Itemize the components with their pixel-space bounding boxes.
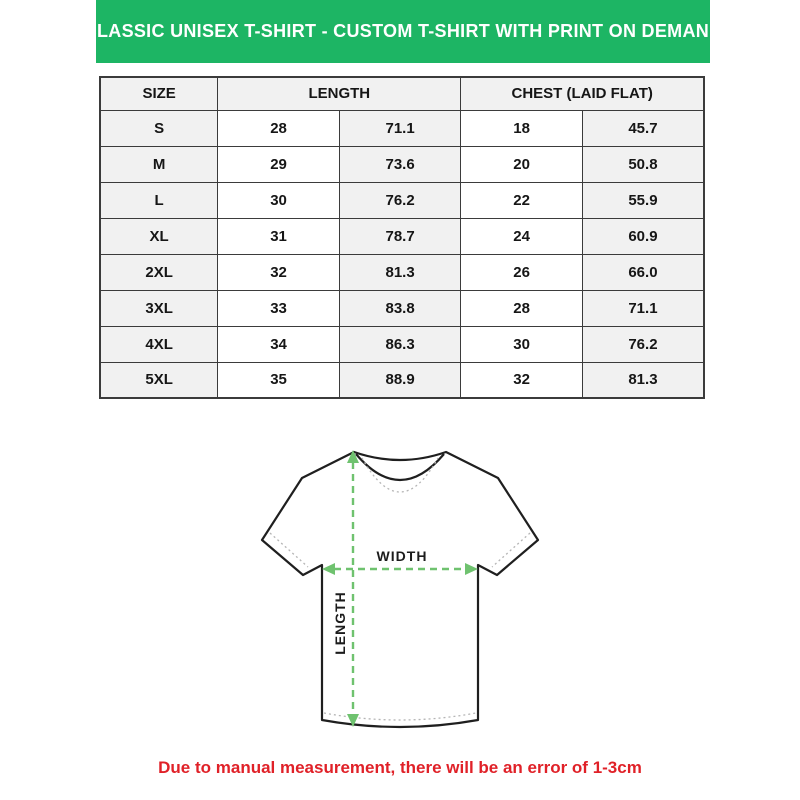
size-chart-table xyxy=(99,76,705,399)
chest-in-value: 30 xyxy=(461,326,583,362)
size-label: 4XL xyxy=(100,326,218,362)
chest-in-value: 18 xyxy=(461,110,583,146)
chest-cm-value: 45.7 xyxy=(582,110,704,146)
length-in-value: 30 xyxy=(218,182,340,218)
length-in-value: 28 xyxy=(218,110,340,146)
length-in-value: 31 xyxy=(218,218,340,254)
chest-in-value: 26 xyxy=(461,254,583,290)
width-label: WIDTH xyxy=(376,548,428,564)
table-row-3xl xyxy=(100,290,704,326)
chest-cm-value: 55.9 xyxy=(582,182,704,218)
chest-in-value: 24 xyxy=(461,218,583,254)
table-row-m xyxy=(100,146,704,182)
measurement-disclaimer xyxy=(0,758,800,778)
size-label: M xyxy=(100,146,218,182)
chest-in-value: 28 xyxy=(461,290,583,326)
chest-cm-value: 81.3 xyxy=(582,362,704,398)
size-label: 2XL xyxy=(100,254,218,290)
tshirt-svg xyxy=(240,430,560,750)
length-label: LENGTH xyxy=(332,591,348,655)
length-cm-value: 76.2 xyxy=(339,182,461,218)
chest-cm-value: 66.0 xyxy=(582,254,704,290)
length-in-value: 33 xyxy=(218,290,340,326)
length-cm-value: 83.8 xyxy=(339,290,461,326)
table-row-4xl xyxy=(100,326,704,362)
chest-in-value: 32 xyxy=(461,362,583,398)
chest-cm-value: 50.8 xyxy=(582,146,704,182)
length-in-value: 35 xyxy=(218,362,340,398)
size-label: XL xyxy=(100,218,218,254)
size-label: S xyxy=(100,110,218,146)
table-row-2xl xyxy=(100,254,704,290)
disclaimer-text: Due to manual measurement, there will be an error of 1-3cm xyxy=(158,758,642,777)
length-cm-value: 88.9 xyxy=(339,362,461,398)
length-cm-value: 86.3 xyxy=(339,326,461,362)
table-header-row xyxy=(100,77,704,110)
length-cm-value: 81.3 xyxy=(339,254,461,290)
tshirt-measurement-diagram xyxy=(240,430,560,750)
table-row-l xyxy=(100,182,704,218)
size-label: L xyxy=(100,182,218,218)
table-row-xl xyxy=(100,218,704,254)
size-label: 3XL xyxy=(100,290,218,326)
chest-cm-value: 60.9 xyxy=(582,218,704,254)
length-cm-value: 73.6 xyxy=(339,146,461,182)
chest-in-value: 22 xyxy=(461,182,583,218)
length-cm-value: 78.7 xyxy=(339,218,461,254)
length-cm-value: 71.1 xyxy=(339,110,461,146)
chest-in-value: 20 xyxy=(461,146,583,182)
col-header-chest: CHEST (LAID FLAT) xyxy=(461,77,704,110)
table-row-5xl xyxy=(100,362,704,398)
size-label: 5XL xyxy=(100,362,218,398)
chest-cm-value: 71.1 xyxy=(582,290,704,326)
page-title: CLASSIC UNISEX T-SHIRT - CUSTOM T-SHIRT WITH PRINT ON DEMAND xyxy=(83,21,723,41)
title-banner xyxy=(83,0,723,63)
length-in-value: 32 xyxy=(218,254,340,290)
col-header-size: SIZE xyxy=(100,77,218,110)
tshirt-outline xyxy=(262,452,538,727)
length-in-value: 34 xyxy=(218,326,340,362)
table-row-s xyxy=(100,110,704,146)
chest-cm-value: 76.2 xyxy=(582,326,704,362)
length-in-value: 29 xyxy=(218,146,340,182)
col-header-length: LENGTH xyxy=(218,77,461,110)
